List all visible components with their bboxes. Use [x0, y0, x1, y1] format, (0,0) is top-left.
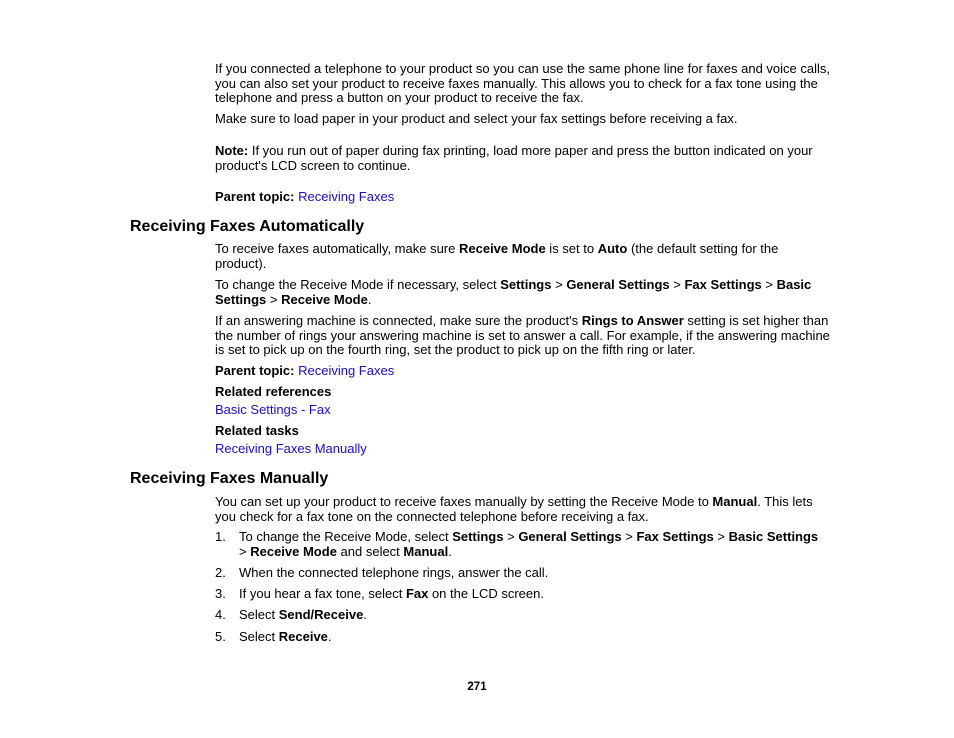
section-heading-manual: Receiving Faxes Manually: [130, 470, 329, 487]
parent-topic-label: Parent topic:: [215, 363, 295, 378]
step-number: 4.: [215, 607, 226, 622]
manual-paragraph-1: You can set up your product to receive faxes manually by setting the Receive Mode to Manual. This lets you check for a fax tone on the connected telephone before receiving a fax.: [215, 494, 813, 524]
auto-paragraph-3: If an answering machine is connected, make sure the product's Rings to Answer setting is set higher than the number of rings your answering machine is set to answer a call. For example, if the answering machine is set to pick up on the fourth ring, set the product to pick up on the fifth ring or later.: [215, 313, 830, 358]
related-tasks-label: Related tasks: [215, 423, 299, 438]
step-text: When the connected telephone rings, answer the call.: [239, 565, 549, 580]
related-reference-link: [215, 403, 830, 418]
parent-topic-link[interactable]: Receiving Faxes: [298, 189, 395, 204]
auto-paragraph-1: To receive faxes automatically, make sure Receive Mode is set to Auto (the default setting for the product).: [215, 241, 779, 271]
parent-topic-label: Parent topic:: [215, 189, 295, 204]
basic-settings-fax-link[interactable]: Basic Settings - Fax: [215, 402, 331, 417]
note-text: If you run out of paper during fax printing, load more paper and press the button indicated on your product's LCD screen to continue.: [215, 143, 813, 173]
step-number: 5.: [215, 629, 226, 644]
step-text: To change the Receive Mode, select Settings > General Settings > Fax Settings > Basic Settings > Receive Mode and select Manual.: [239, 529, 819, 559]
receiving-faxes-manually-link[interactable]: Receiving Faxes Manually: [215, 441, 367, 456]
related-references-label: Related references: [215, 384, 332, 399]
step-text: If you hear a fax tone, select Fax on the LCD screen.: [239, 586, 544, 601]
step-number: 3.: [215, 586, 226, 601]
step-number: 1.: [215, 529, 226, 544]
step-number: 2.: [215, 565, 226, 580]
auto-paragraph-2: To change the Receive Mode if necessary, select Settings > General Settings > Fax Settings > Basic Settings > Receive Mode.: [215, 277, 812, 307]
intro-paragraph: If you connected a telephone to your product so you can use the same phone line for faxes and voice calls, you can also set your product to receive faxes manually. This allows you to check for a fax tone using the telephone and press a button on your product to receive the fax.: [215, 61, 830, 106]
section-heading-automatic: Receiving Faxes Automatically: [130, 218, 365, 235]
parent-topic-1: [215, 190, 830, 205]
note-paragraph: [215, 144, 830, 173]
related-task-link: [215, 442, 830, 457]
intro-paragraph-2: Make sure to load paper in your product and select your fax settings before receiving a fax.: [215, 111, 738, 126]
step-text: Select Receive.: [239, 629, 332, 644]
note-label: Note:: [215, 143, 249, 158]
parent-topic-2: [215, 364, 830, 379]
parent-topic-link[interactable]: Receiving Faxes: [298, 363, 395, 378]
page-number: 271: [467, 681, 487, 693]
step-text: Select Send/Receive.: [239, 607, 367, 622]
